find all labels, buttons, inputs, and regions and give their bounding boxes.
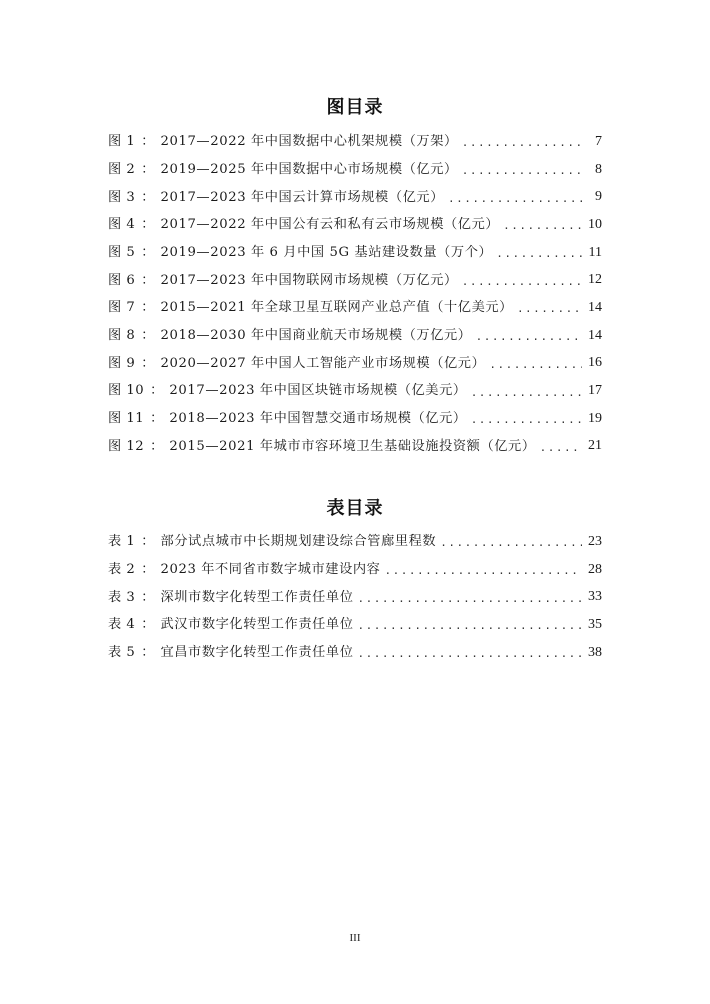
figure-entry-number: 图 11 <box>108 411 145 427</box>
figure-entry[interactable] <box>108 128 602 156</box>
dot-leader <box>471 414 582 425</box>
figure-entry[interactable] <box>108 183 602 211</box>
dot-leader <box>358 593 583 604</box>
figure-entry-title: 2019—2023 年 6 月中国 5G 基站建设数量（万个） <box>160 244 493 260</box>
table-entry[interactable] <box>108 583 602 611</box>
figure-entry-page-number: 10 <box>588 216 602 232</box>
figure-entry-separator: ： <box>141 244 155 260</box>
figure-entry[interactable] <box>108 405 602 433</box>
table-entry-page-number: 38 <box>588 644 602 660</box>
figure-entry-page-number: 8 <box>595 161 602 177</box>
table-entry-page-number: 33 <box>588 589 602 605</box>
figure-entry-number: 图 2 <box>108 161 136 177</box>
figure-entry-number: 图 8 <box>108 328 136 344</box>
table-entry-page-number: 28 <box>588 561 602 577</box>
table-entry-title: 宜昌市数字化转型工作责任单位 <box>160 644 354 660</box>
table-entry[interactable] <box>108 611 602 639</box>
figure-entry[interactable] <box>108 433 602 461</box>
table-entry-separator: ： <box>141 589 155 605</box>
figure-entry[interactable] <box>108 239 602 267</box>
table-entry-page-number: 35 <box>588 616 602 632</box>
table-entry[interactable] <box>108 528 602 556</box>
dot-leader <box>471 387 582 398</box>
dot-leader <box>462 276 582 287</box>
figure-entry-page-number: 14 <box>588 299 602 315</box>
figure-entry-page-number: 9 <box>595 189 602 205</box>
figure-entry[interactable] <box>108 156 602 184</box>
table-list-heading: 表目录 <box>326 498 384 519</box>
figure-entry-number: 图 7 <box>108 300 136 316</box>
dot-leader <box>476 331 582 342</box>
dot-leader <box>517 303 582 314</box>
table-entry-separator: ： <box>141 644 155 660</box>
figure-entry-number: 图 1 <box>108 134 136 150</box>
dot-leader <box>448 193 586 204</box>
figure-entry-separator: ： <box>141 189 155 205</box>
figure-entry-separator: ： <box>141 161 155 177</box>
figure-entry[interactable] <box>108 266 602 294</box>
figure-entry-number: 图 9 <box>108 355 136 371</box>
dot-leader <box>440 537 582 548</box>
figure-entry-number: 图 3 <box>108 189 136 205</box>
figure-entry-number: 图 12 <box>108 438 145 454</box>
table-entry-number: 表 4 <box>108 617 136 633</box>
figure-entry-title: 2017—2022 年中国公有云和私有云市场规模（亿元） <box>160 217 500 233</box>
dot-leader <box>462 165 586 176</box>
figure-entry-page-number: 11 <box>588 244 602 260</box>
figure-entry-title: 2017—2023 年中国云计算市场规模（亿元） <box>160 189 444 205</box>
dot-leader <box>384 565 582 576</box>
dot-leader <box>358 648 583 659</box>
table-entry[interactable] <box>108 639 602 667</box>
figure-entry-page-number: 19 <box>588 410 602 426</box>
figure-entry[interactable] <box>108 350 602 378</box>
figure-entry-title: 2015—2021 年城市市容环境卫生基础设施投资额（亿元） <box>169 438 536 454</box>
figure-list-heading: 图目录 <box>326 97 384 118</box>
figure-entry-page-number: 7 <box>595 133 602 149</box>
table-entry-title: 部分试点城市中长期规划建设综合管廊里程数 <box>160 534 437 550</box>
table-entry[interactable] <box>108 556 602 584</box>
figure-entry-page-number: 14 <box>588 327 602 343</box>
dot-leader <box>496 248 582 259</box>
figure-entry-separator: ： <box>141 217 155 233</box>
table-entry-separator: ： <box>141 534 155 550</box>
table-entry-number: 表 2 <box>108 561 136 577</box>
figure-entry-title: 2019—2025 年中国数据中心市场规模（亿元） <box>160 161 458 177</box>
figure-entry-page-number: 17 <box>588 383 602 399</box>
figure-entry-page-number: 21 <box>588 438 602 454</box>
figure-entry-title: 2015—2021 年全球卫星互联网产业总产值（十亿美元） <box>160 300 513 316</box>
figure-entry-title: 2020—2027 年中国人工智能产业市场规模（亿元） <box>160 355 486 371</box>
table-entry-title: 2023 年不同省市数字城市建设内容 <box>160 561 381 577</box>
figure-entry[interactable] <box>108 322 602 350</box>
table-entry-separator: ： <box>141 617 155 633</box>
figure-entry-separator: ： <box>141 134 155 150</box>
figure-entry-separator: ： <box>150 383 164 399</box>
figure-entry-number: 图 4 <box>108 217 136 233</box>
table-entry-number: 表 5 <box>108 644 136 660</box>
figure-entry[interactable] <box>108 377 602 405</box>
figure-entry-title: 2018—2023 年中国智慧交通市场规模（亿元） <box>169 411 467 427</box>
figure-entry-title: 2017—2023 年中国区块链市场规模（亿美元） <box>169 383 467 399</box>
figure-list <box>108 128 602 460</box>
figure-entry-separator: ： <box>141 272 155 288</box>
table-entry-number: 表 3 <box>108 589 136 605</box>
table-entry-title: 武汉市数字化转型工作责任单位 <box>160 617 354 633</box>
figure-entry[interactable] <box>108 294 602 322</box>
dot-leader <box>489 359 582 370</box>
figure-entry-page-number: 12 <box>588 272 602 288</box>
figure-entry-title: 2017—2022 年中国数据中心机架规模（万架） <box>160 134 458 150</box>
figure-entry-separator: ： <box>150 438 164 454</box>
figure-entry-title: 2018—2030 年中国商业航天市场规模（万亿元） <box>160 328 472 344</box>
figure-entry-separator: ： <box>141 300 155 316</box>
figure-entry-number: 图 10 <box>108 383 145 399</box>
figure-entry-number: 图 6 <box>108 272 136 288</box>
dot-leader <box>503 220 582 231</box>
figure-entry-separator: ： <box>141 355 155 371</box>
table-entry-number: 表 1 <box>108 534 136 550</box>
figure-entry-separator: ： <box>150 411 164 427</box>
dot-leader <box>540 442 582 453</box>
figure-entry-separator: ： <box>141 328 155 344</box>
table-list <box>108 528 602 666</box>
figure-entry-number: 图 5 <box>108 244 136 260</box>
table-entry-page-number: 23 <box>588 533 602 549</box>
dot-leader <box>462 137 586 148</box>
figure-entry[interactable] <box>108 211 602 239</box>
page-number: III <box>349 932 361 944</box>
table-entry-separator: ： <box>141 561 155 577</box>
table-entry-title: 深圳市数字化转型工作责任单位 <box>160 589 354 605</box>
figure-entry-title: 2017—2023 年中国物联网市场规模（万亿元） <box>160 272 458 288</box>
dot-leader <box>358 620 583 631</box>
figure-entry-page-number: 16 <box>588 355 602 371</box>
